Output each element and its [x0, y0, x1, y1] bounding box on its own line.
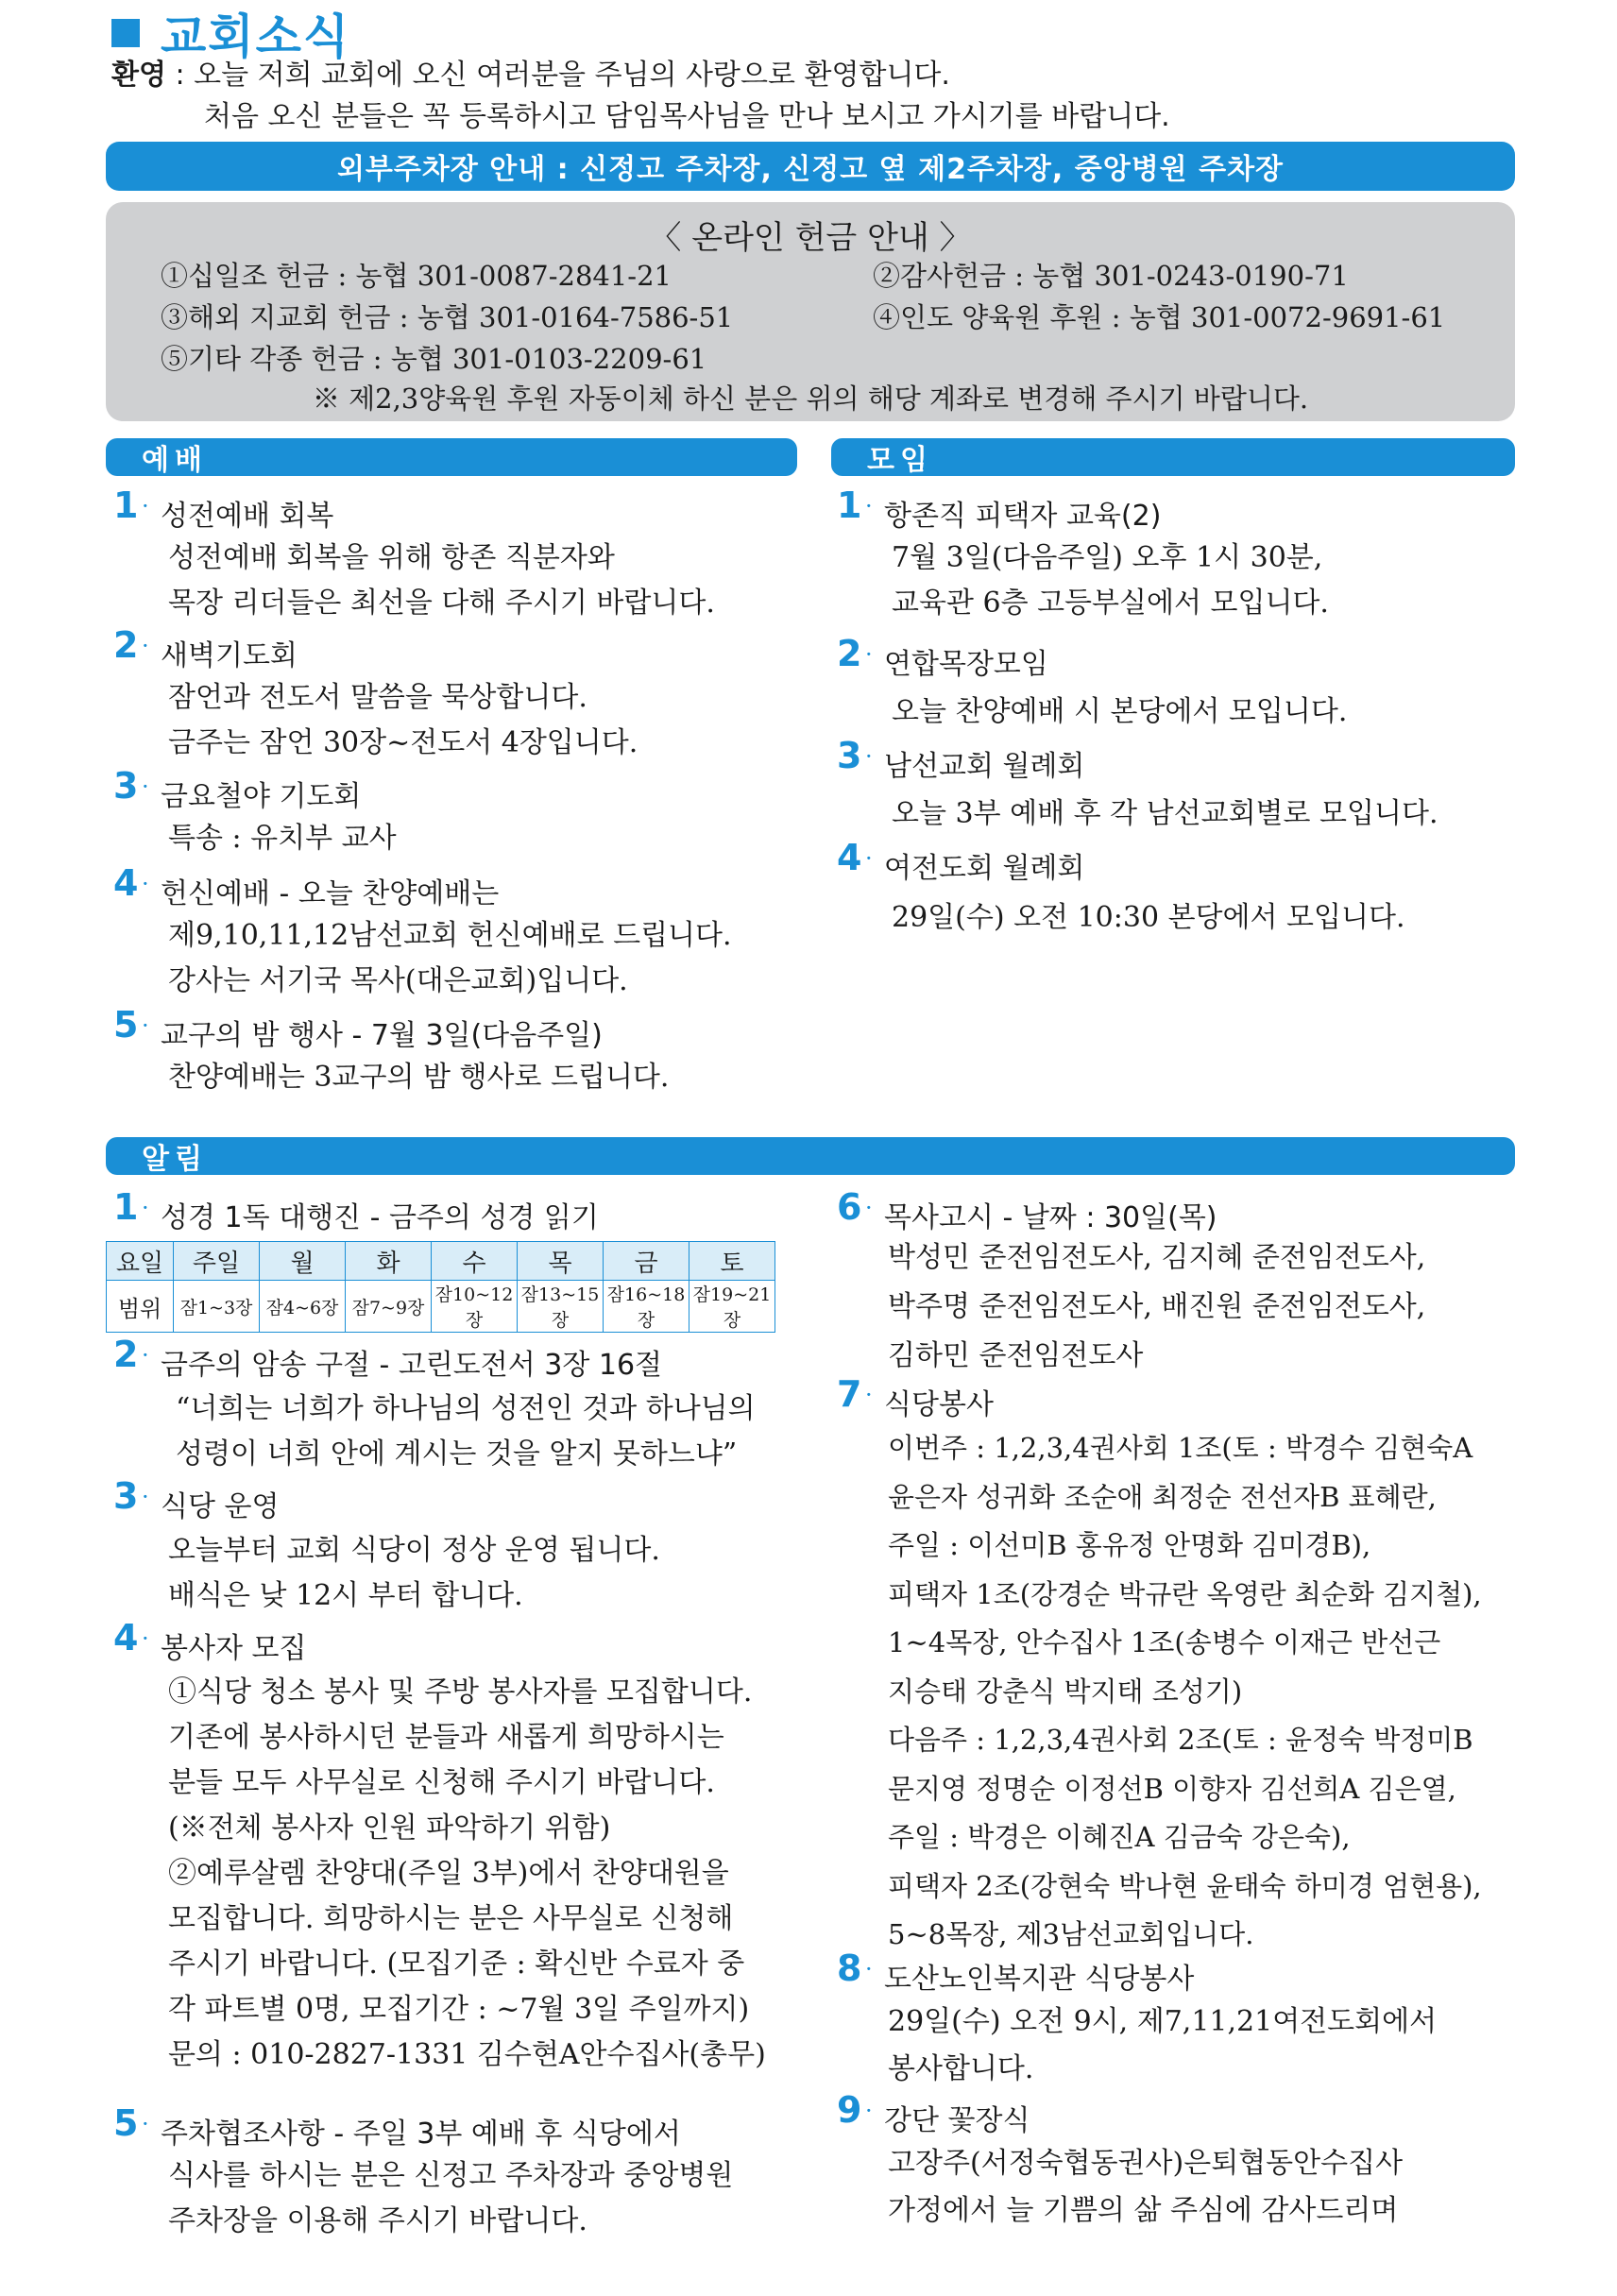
item-body: [168, 1055, 669, 1100]
item-number: 8: [837, 1947, 862, 1989]
item-body: [168, 913, 732, 1004]
body-line: 오늘 찬양예배 시 본당에서 모입니다.: [892, 695, 1348, 728]
item-title: [161, 1012, 603, 1053]
item-body: [888, 1998, 1437, 2093]
welcome-line-1: : 오늘 저희 교회에 오신 여러분을 주님의 사랑으로 환영합니다.: [165, 59, 950, 92]
giving-note: ※ 제2,3양육원 후원 자동이체 하신 분은 위의 해당 계좌로 변경해 주시기 바랍니다.: [312, 383, 1309, 415]
item-title: [884, 1194, 1217, 1235]
giving-account-5: ⑤기타 각종 헌금 : 농협 301-0103-2209-61: [161, 343, 707, 375]
body-line: 가정에서 늘 기쁨의 삶 주심에 감사드리며: [888, 2194, 1399, 2227]
body-line: 제9,10,11,12남선교회 헌신예배로 드립니다.: [168, 919, 732, 952]
body-line: 주일 : 이선미B 홍유정 안명화 김미경B),: [888, 1529, 1371, 1561]
welcome-message: [111, 55, 1170, 138]
dot-icon: ·: [142, 633, 149, 659]
table-cell: 잠13~15장: [518, 1281, 604, 1333]
giving-account-1: ①십일조 헌금 : 농협 301-0087-2841-21: [161, 260, 672, 292]
page-title: 교회소식: [111, 4, 350, 62]
item-number: 3: [113, 765, 139, 807]
body-line: 성령이 너희 안에 계시는 것을 알지 못하느냐”: [176, 1437, 738, 1471]
item-title: 연합목장모임: [884, 648, 1048, 681]
item-title: 금주의 암송 구절 - 고린도전서 3장 16절: [161, 1349, 663, 1382]
item-title: 항존직 피택자 교육(2): [884, 500, 1162, 533]
body-line: 찬양예배는 3교구의 밤 행사로 드립니다.: [168, 1061, 670, 1094]
giving-account-2: ②감사헌금 : 농협 301-0243-0190-71: [873, 260, 1349, 292]
online-giving-box: [106, 202, 1515, 421]
body-line: ②예루살렘 찬양대(주일 3부)에서 찬양대원을: [168, 1857, 729, 1890]
body-line: 목장 리더들은 최선을 다해 주시기 바랍니다.: [168, 587, 715, 620]
section-worship: 예배: [106, 438, 797, 476]
dot-icon: ·: [142, 1012, 149, 1039]
item-number: 4: [837, 837, 862, 878]
table-header-cell: 목: [518, 1242, 604, 1281]
dot-icon: ·: [142, 1342, 149, 1369]
body-line: 특송 : 유치부 교사: [168, 822, 397, 855]
table-cell: 잠16~18장: [604, 1281, 689, 1333]
item-title: 강단 꽃장식: [884, 2104, 1030, 2137]
dot-icon: ·: [865, 1382, 873, 1408]
title-suffix: - 오늘 찬양예배는: [269, 877, 500, 910]
item-title: 남선교회 월례회: [884, 750, 1085, 783]
title-main: 목사고시: [884, 1201, 994, 1234]
item-body: [892, 791, 1438, 837]
item-body: [168, 675, 638, 766]
welcome-line-2: 처음 오신 분들은 꼭 등록하시고 담임목사님을 만나 보시고 가시기를 바랍니다.: [204, 100, 1170, 133]
welcome-label: 환영: [111, 59, 166, 92]
body-line: 다음주 : 1,2,3,4권사회 2조(토 : 윤정숙 박정미B: [888, 1724, 1473, 1756]
table-cell: 잠7~9장: [346, 1281, 432, 1333]
title-suffix: - 금주의 성경 읽기: [361, 1201, 599, 1234]
item-number: 3: [837, 735, 862, 776]
dot-icon: ·: [142, 871, 149, 897]
item-body: [176, 1386, 756, 1477]
item-body: [892, 895, 1404, 941]
table-cell: 잠4~6장: [260, 1281, 346, 1333]
dot-icon: ·: [142, 1625, 149, 1652]
body-line: 강사는 서기국 목사(대은교회)입니다.: [168, 964, 628, 997]
item-title: 성전예배 회복: [161, 500, 334, 533]
body-line: 김하민 준전임전도사: [888, 1339, 1144, 1372]
body-line: 박성민 준전임전도사, 김지혜 준전임전도사,: [888, 1241, 1426, 1274]
table-header-cell: 요일: [107, 1242, 174, 1281]
dot-icon: ·: [865, 845, 873, 872]
dot-icon: ·: [142, 1195, 149, 1221]
dot-icon: ·: [142, 2111, 149, 2137]
dot-icon: ·: [142, 493, 149, 519]
dot-icon: ·: [142, 774, 149, 800]
body-line: 오늘 3부 예배 후 각 남선교회별로 모입니다.: [892, 797, 1438, 830]
dot-icon: ·: [865, 2098, 873, 2124]
parking-banner: 외부주차장 안내 : 신정고 주차장, 신정고 옆 제2주차장, 중앙병원 주차장: [106, 142, 1515, 191]
item-title: [161, 1194, 599, 1235]
item-body: [888, 2140, 1403, 2235]
dot-icon: ·: [865, 493, 873, 519]
item-body: [168, 2153, 733, 2244]
item-body: [168, 536, 715, 626]
item-body: [168, 1528, 660, 1619]
title-suffix: - 날짜 : 30일(목): [993, 1201, 1217, 1234]
title-main: 교구의 밤 행사: [161, 1019, 343, 1052]
body-line: 주시기 바랍니다. (모집기준 : 확신반 수료자 중: [168, 1947, 745, 1981]
table-header-cell: 수: [432, 1242, 518, 1281]
section-meeting: 모임: [831, 438, 1515, 476]
square-bullet-icon: [111, 19, 140, 47]
item-title: 식당 운영: [161, 1490, 280, 1523]
item-title: 도산노인복지관 식당봉사: [884, 1963, 1195, 1996]
item-number: 5: [113, 2102, 139, 2144]
item-number: 1: [113, 485, 139, 526]
item-number: 2: [113, 1334, 139, 1375]
dot-icon: ·: [865, 641, 873, 668]
item-body: [168, 816, 397, 861]
item-body: [892, 536, 1329, 626]
item-title: [161, 2110, 681, 2151]
body-line: 오늘부터 교회 식당이 정상 운영 됩니다.: [168, 1534, 660, 1567]
title-main: 성경 1독 대행진: [161, 1201, 362, 1234]
dot-icon: ·: [865, 1956, 873, 1982]
body-line: 배식은 낮 12시 부터 합니다.: [168, 1579, 523, 1612]
body-line: 문의 : 010-2827-1331 김수현A안수집사(총무): [168, 2038, 766, 2071]
item-body: [892, 689, 1347, 735]
item-number: 9: [837, 2089, 862, 2131]
item-number: 3: [113, 1475, 139, 1517]
dot-icon: ·: [142, 1484, 149, 1510]
body-line: 박주명 준전임전도사, 배진원 준전임전도사,: [888, 1290, 1426, 1323]
item-title: 식당봉사: [884, 1388, 994, 1421]
table-header-cell: 주일: [174, 1242, 260, 1281]
body-line: 피택자 1조(강경순 박규란 옥영란 최순화 김지철),: [888, 1577, 1482, 1610]
body-line: 주일 : 박경은 이혜진A 김금숙 강은숙),: [888, 1821, 1351, 1853]
body-line: 7월 3일(다음주일) 오후 1시 30분,: [892, 541, 1323, 574]
body-line: 각 파트별 0명, 모집기간 : ~7월 3일 주일까지): [168, 1993, 750, 2026]
body-line: 교육관 6층 고등부실에서 모입니다.: [892, 587, 1329, 620]
body-line: 식사를 하시는 분은 신정고 주차장과 중앙병원: [168, 2159, 734, 2192]
body-line: 고장주(서정숙협동권사)은퇴협동안수집사: [888, 2147, 1404, 2180]
body-line: 분들 모두 사무실로 신청해 주시기 바랍니다.: [168, 1766, 715, 1799]
giving-account-4: ④인도 양육원 후원 : 농협 301-0072-9691-61: [873, 301, 1446, 333]
table-cell: 잠19~21장: [689, 1281, 775, 1333]
item-body: [168, 1670, 766, 2078]
item-title: [161, 870, 499, 911]
body-line: 문지영 정명순 이정선B 이향자 김선희A 김은열,: [888, 1772, 1456, 1805]
table-header-cell: 월: [260, 1242, 346, 1281]
body-line: 잠언과 전도서 말씀을 묵상합니다.: [168, 681, 587, 714]
body-line: (※전체 봉사자 인원 파악하기 위함): [168, 1811, 611, 1845]
body-line: 기존에 봉사하시던 분들과 새롭게 희망하시는: [168, 1721, 724, 1754]
title-suffix: - 주일 3부 예배 후 식당에서: [324, 2117, 681, 2151]
item-number: 1: [113, 1186, 139, 1228]
body-line: 1~4목장, 안수집사 1조(송병수 이재근 반선근: [888, 1626, 1441, 1658]
body-line: 윤은자 성귀화 조순애 최정순 전선자B 표혜란,: [888, 1480, 1437, 1513]
body-line: 이번주 : 1,2,3,4권사회 1조(토 : 박경수 김현숙A: [888, 1432, 1473, 1464]
dot-icon: ·: [865, 1195, 873, 1221]
item-body: [888, 1424, 1482, 1960]
title-suffix: - 7월 3일(다음주일): [342, 1019, 603, 1052]
item-title: 금요철야 기도회: [161, 780, 362, 813]
body-line: 피택자 2조(강현숙 박나현 윤태숙 하미경 엄현용),: [888, 1869, 1482, 1902]
title-main: 헌신예배: [161, 877, 270, 910]
table-header-cell: 화: [346, 1242, 432, 1281]
dot-icon: ·: [865, 743, 873, 770]
item-title: 새벽기도회: [161, 639, 298, 672]
body-line: 금주는 잠언 30장~전도서 4장입니다.: [168, 726, 638, 759]
item-number: 6: [837, 1186, 862, 1228]
title-main: 주차협조사항: [161, 2117, 325, 2151]
item-number: 4: [113, 862, 139, 904]
table-cell: 범위: [107, 1281, 174, 1333]
section-notice: 알림: [106, 1137, 1515, 1175]
table-header-cell: 금: [604, 1242, 689, 1281]
body-line: “너희는 너희가 하나님의 성전인 것과 하나님의: [176, 1392, 756, 1425]
bible-reading-table: [106, 1241, 775, 1333]
item-number: 2: [113, 624, 139, 666]
body-line: 29일(수) 오전 9시, 제7,11,21여전도회에서: [888, 2005, 1438, 2038]
body-line: 봉사합니다.: [888, 2052, 1034, 2085]
table-cell: 잠1~3장: [174, 1281, 260, 1333]
body-line: 주차장을 이용해 주시기 바랍니다.: [168, 2204, 587, 2237]
body-line: 성전예배 회복을 위해 항존 직분자와: [168, 541, 615, 574]
item-number: 5: [113, 1004, 139, 1046]
item-number: 2: [837, 633, 862, 674]
body-line: 29일(수) 오전 10:30 본당에서 모입니다.: [892, 901, 1405, 934]
table-header-cell: 토: [689, 1242, 775, 1281]
item-number: 1: [837, 485, 862, 526]
giving-title: 〈 온라인 헌금 안내 〉: [649, 219, 972, 257]
body-line: 5~8목장, 제3남선교회입니다.: [888, 1918, 1254, 1950]
body-line: 모집합니다. 희망하시는 분은 사무실로 신청해: [168, 1902, 734, 1935]
item-body: [888, 1233, 1425, 1381]
item-title: 봉사자 모집: [161, 1632, 307, 1665]
item-title: 여전도회 월례회: [884, 852, 1085, 885]
giving-account-3: ③해외 지교회 헌금 : 농협 301-0164-7586-51: [161, 301, 734, 333]
item-number: 4: [113, 1617, 139, 1658]
table-cell: 잠10~12장: [432, 1281, 518, 1333]
body-line: ①식당 청소 봉사 및 주방 봉사자를 모집합니다.: [168, 1675, 753, 1709]
item-number: 7: [837, 1373, 862, 1415]
body-line: 지승태 강춘식 박지태 조성기): [888, 1675, 1243, 1708]
